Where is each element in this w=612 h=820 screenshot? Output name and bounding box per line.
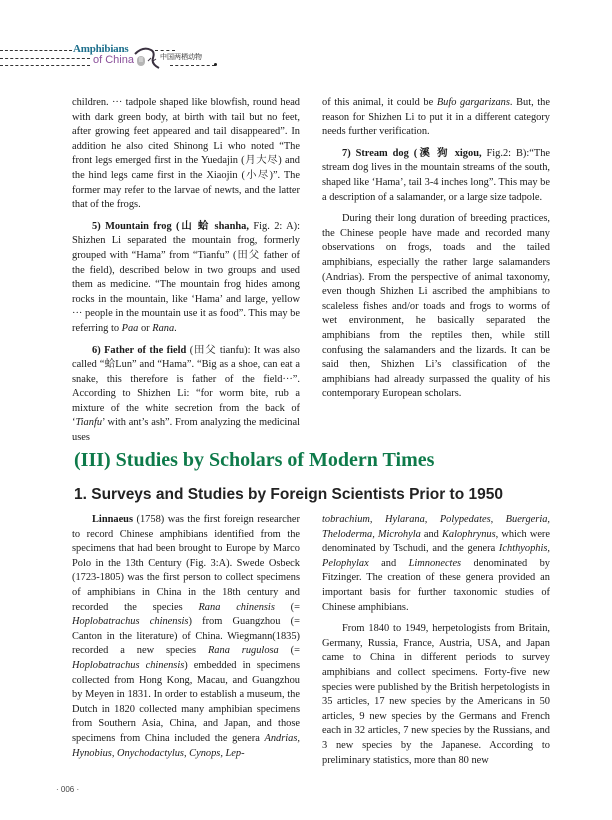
entry-heading: 5) Mountain frog (山 蛤 shanha, bbox=[92, 220, 249, 232]
species-name: Bufo gargarizans bbox=[436, 97, 510, 108]
genus-list: Andrias, Hynobius, Onychodactylus, Cynops, Lep- bbox=[72, 732, 300, 759]
body-text: . But, the reason for Shizhen Li to put it in a different category needs further verification. bbox=[322, 97, 550, 138]
body-text: and bbox=[368, 557, 409, 569]
species-name: Hoplobatrachus chinensis bbox=[72, 659, 185, 671]
body-text: ’ with ant’s ash”. From analyzing the medicinal uses bbox=[72, 417, 300, 444]
body-text: ) embedded in specimens collected from Hong Kong, Macau, and Guangzhou by Meyen in 1831. In order to establish a museum, the Dutch in 1820 collected many amphibian specimens from Southern Asia, China, and Japan, and those specimens from China included the genera bbox=[72, 659, 300, 744]
logo-chinese-title: 中国两栖动物 bbox=[160, 53, 202, 61]
genus-name: Limnonectes bbox=[408, 557, 462, 569]
figure-reference: Fig. 2: A): bbox=[248, 220, 300, 232]
body-text: ) from Guangzhou (= Canton in the literature) of China. Wiegmann(1835) recorded a new species bbox=[72, 616, 300, 657]
paragraph bbox=[322, 96, 550, 140]
genus-name: Kalophrynus bbox=[441, 528, 496, 540]
body-text: denominated by Fitzinger. The creation of these genera provided an important basis for further taxonomic studies of Chinese amphibians. bbox=[322, 557, 550, 613]
volume-badge: II bbox=[137, 56, 145, 66]
genus-name: Paa bbox=[121, 322, 139, 334]
genus-name: Rana bbox=[152, 322, 175, 334]
species-name: Rana chinensis bbox=[198, 601, 275, 613]
header-rule bbox=[0, 58, 90, 59]
header-rule-end-dot bbox=[214, 63, 217, 66]
body-text: of this animal, it could be bbox=[322, 97, 437, 108]
header-rule bbox=[170, 65, 215, 66]
entry-heading: 6) Father of the field bbox=[92, 344, 187, 356]
paragraph-linnaeus bbox=[72, 513, 300, 761]
column-bottom-right bbox=[322, 513, 550, 775]
genus-list: tobrachium, Hylarana, Polypedates, Buergeria, Theloderma, Microhyla bbox=[322, 514, 550, 540]
paragraph-mountain-frog bbox=[72, 220, 300, 337]
body-text: (1758) was the first foreign researcher to record Chinese amphibians identified from the specimens that had been brought to Europe by Marco Polo in the 13th Century (Fig. 3:A). Swede Osbeck (1723-1805) was the first person to collect specimens of amphibians in China in the 18th century and recorded the species bbox=[72, 514, 300, 613]
paragraph-father-of-field bbox=[72, 344, 300, 446]
species-name: Rana rugulosa bbox=[207, 645, 279, 657]
name-heading: Linnaeus bbox=[92, 514, 134, 525]
entry-heading: 7) Stream dog (溪 狗 xigou, bbox=[342, 147, 482, 159]
paragraph-stream-dog bbox=[322, 147, 550, 205]
body-text: , which were denominated by Tschudi, and the genera bbox=[322, 528, 551, 555]
body-text: Shizhen Li separated the mountain frog, formerly grouped with “Hama” from “Tianfu” (田父 father of the field), described below in two groups and used them as medicine. “The mountain frog hides among rocks in the mountain, like ‘Hama’ and large, yellow ··· people in the mountain use it as food”. This may be referring to bbox=[72, 235, 300, 334]
page-number: · 006 · bbox=[56, 785, 80, 794]
body-text: or bbox=[138, 322, 153, 334]
logo-title-of-china: of China bbox=[93, 54, 134, 66]
paragraph: During their long duration of breeding practices, the Chinese people have made and recorded many observations on frogs, toads and the tailed amphibians, especially the rather large salamanders (Andrias). From the perspective of animal taxonomy, even though Shizhen Li ascribed the amphibians to scaleless fishes and/or toads and frogs to worms of wet environment, he basically separated the amphibians from the reptiles then, while still confusing the salamanders and the lizards. It can be said then, Shizhen Li’s classification of the amphibians had already surpassed the quality of his contemporary European scholars. bbox=[322, 213, 550, 400]
running-header bbox=[0, 44, 230, 70]
header-rule bbox=[0, 50, 72, 51]
paragraph: From 1840 to 1949, herpetologists from Britain, Germany, Russia, France, Austria, USA, and Japan came to China in different periods to survey amphibians and collect specimens. Forty-five new species were published by the British herpetologists in 35 articles, 17 new species by the Americans in 50 articles, 9 new species by the Germans and French each in 32 articles, 7 new species by the Russians, and 3 new species by the Japanese. According to preliminary statistics, more than 80 new bbox=[322, 623, 550, 766]
body-text: (= bbox=[274, 601, 300, 613]
column-top-right bbox=[322, 96, 550, 409]
logo-title-amphibians: Amphibians bbox=[73, 43, 129, 55]
body-text: . bbox=[174, 322, 177, 334]
section-title: (III) Studies by Scholars of Modern Times bbox=[74, 449, 435, 471]
header-rule bbox=[0, 65, 90, 66]
paragraph: children. ··· tadpole shaped like blowfish, round head with dark green body, at birth with tail but no feet, after growing feet appeared and tail disappeared”. In addition he also cited Shinong Li who noted “The front legs emerged first in the Yuedajin (月大尽) and the hind legs came first in the Xiaojin (小尽)”. The former may refer to the larvae of newts, and the latter that of the frogs. bbox=[72, 97, 300, 211]
column-bottom-left bbox=[72, 513, 300, 768]
column-top-left bbox=[72, 96, 300, 453]
body-text: and bbox=[420, 528, 442, 540]
body-text: (田父 tianfu): It was also called “蛤Lun” and “Hama”. “Big as a shoe, can eat a snake, this therefore is father of the field···”. According to Shizhen Li: “for worm bite, rub a mixture of the white secretion from the back of ‘ bbox=[72, 344, 300, 429]
term: Tianfu bbox=[75, 417, 103, 429]
body-text: (= bbox=[278, 645, 301, 657]
body-text: Fig.2: B):“The stream dog lives in the mountain streams of the south, shaped like ‘Hama’, tail 3-4 inches long”. This may be a description of a salamander, or a large size tadpole. bbox=[322, 147, 551, 203]
subsection-title: 1. Surveys and Studies by Foreign Scientists Prior to 1950 bbox=[74, 486, 503, 503]
genus-list: Ichthyophis, Pelophylax bbox=[322, 543, 550, 569]
species-name: Hoplobatrachus chinensis bbox=[72, 616, 189, 628]
paragraph bbox=[322, 513, 550, 615]
